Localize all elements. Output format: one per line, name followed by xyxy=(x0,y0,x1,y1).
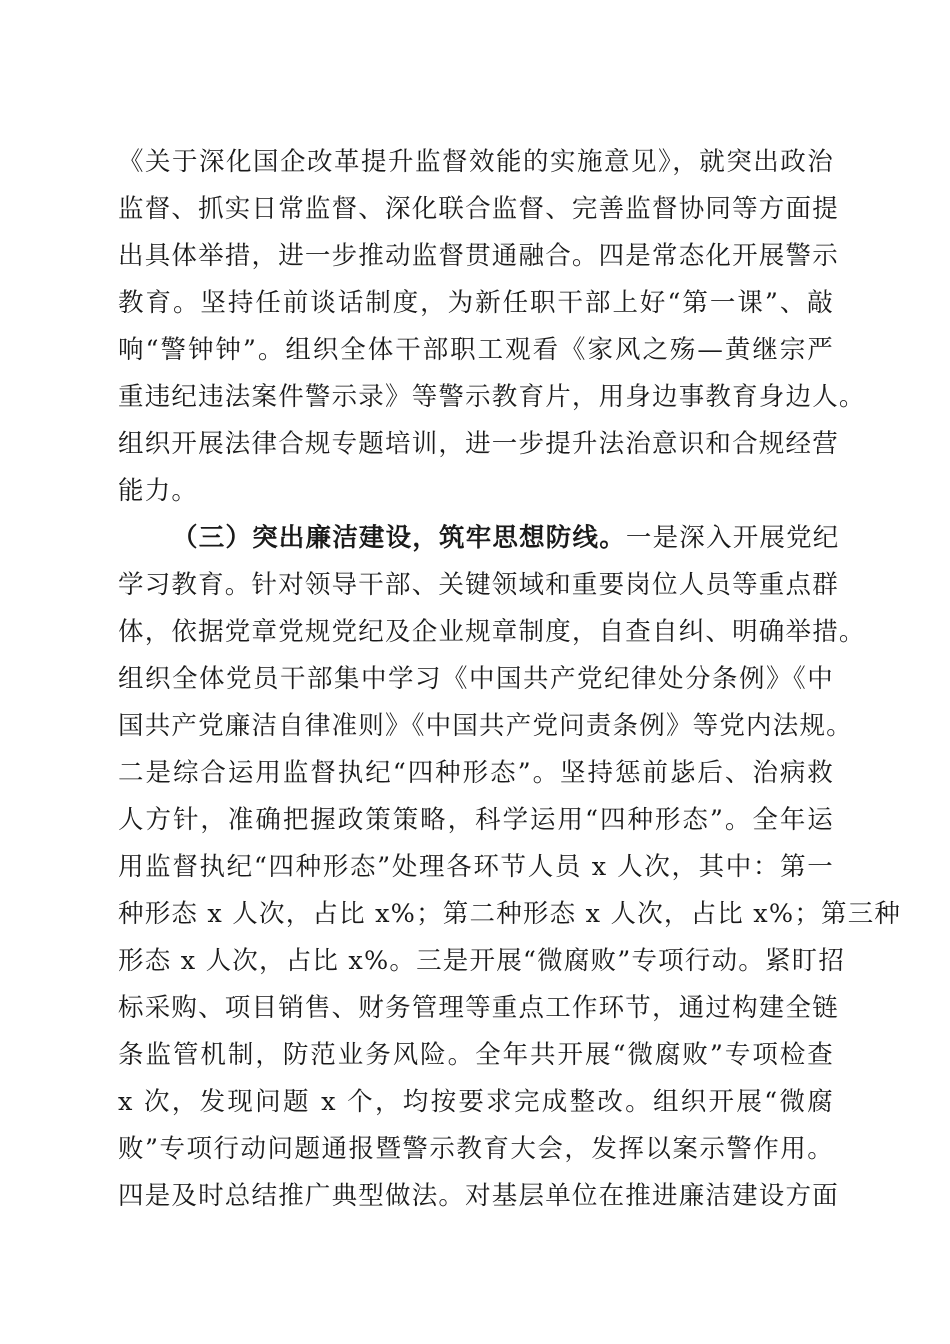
text-line: 用监督执纪“四种形态”处理各环节人员 x 人次，其中：第一 xyxy=(118,852,834,882)
section-first-line-text: 一是深入开展党纪 xyxy=(625,523,840,553)
text-line: 学习教育。针对领导干部、关键领域和重要岗位人员等重点群 xyxy=(118,570,839,600)
text-line: 《关于深化国企改革提升监督效能的实施意见》，就突出政治 xyxy=(118,147,834,177)
text-line: 败”专项行动问题通报暨警示教育大会，发挥以案示警作用。 xyxy=(118,1134,834,1164)
section-heading: （三）突出廉洁建设，筑牢思想防线。 xyxy=(172,523,626,553)
text-line: 能力。 xyxy=(118,476,199,506)
section-first-line xyxy=(172,518,840,558)
text-line: 标采购、项目销售、财务管理等重点工作环节，通过构建全链 xyxy=(118,993,839,1023)
text-line: 形态 x 人次，占比 x%。三是开展“微腐败”专项行动。紧盯招 xyxy=(118,946,846,976)
text-line: 二是综合运用监督执纪“四种形态”。坚持惩前毖后、治病救 xyxy=(118,758,834,788)
text-line: 出具体举措，进一步推动监督贯通融合。四是常态化开展警示 xyxy=(118,241,839,271)
text-line: 四是及时总结推广典型做法。对基层单位在推进廉洁建设方面 xyxy=(118,1181,839,1211)
text-line: 种形态 x 人次，占比 x%；第二种形态 x 人次，占比 x%；第三种 xyxy=(118,899,902,929)
text-line: 国共产党廉洁自律准则》《中国共产党问责条例》等党内法规。 xyxy=(118,711,853,741)
text-line: 人方针，准确把握政策策略，科学运用“四种形态”。全年运 xyxy=(118,805,834,835)
text-line: 响“警钟钟”。组织全体干部职工观看《家风之殇—黄继宗严 xyxy=(118,335,834,365)
text-line: 监督、抓实日常监督、深化联合监督、完善监督协同等方面提 xyxy=(118,194,839,224)
text-line: 体，依据党章党规党纪及企业规章制度，自查自纠、明确举措。 xyxy=(118,617,866,647)
text-line: 组织全体党员干部集中学习《中国共产党纪律处分条例》《中 xyxy=(118,664,834,694)
text-line: 重违纪违法案件警示录》等警示教育片，用身边事教育身边人。 xyxy=(118,382,866,412)
text-line: 组织开展法律合规专题培训，进一步提升法治意识和合规经营 xyxy=(118,429,839,459)
text-line: 教育。坚持任前谈话制度，为新任职干部上好“第一课”、敲 xyxy=(118,288,834,318)
text-line: x 次，发现问题 x 个，均按要求完成整改。组织开展“微腐 xyxy=(118,1087,834,1117)
text-line: 条监管机制，防范业务风险。全年共开展“微腐败”专项检查 xyxy=(118,1040,834,1070)
